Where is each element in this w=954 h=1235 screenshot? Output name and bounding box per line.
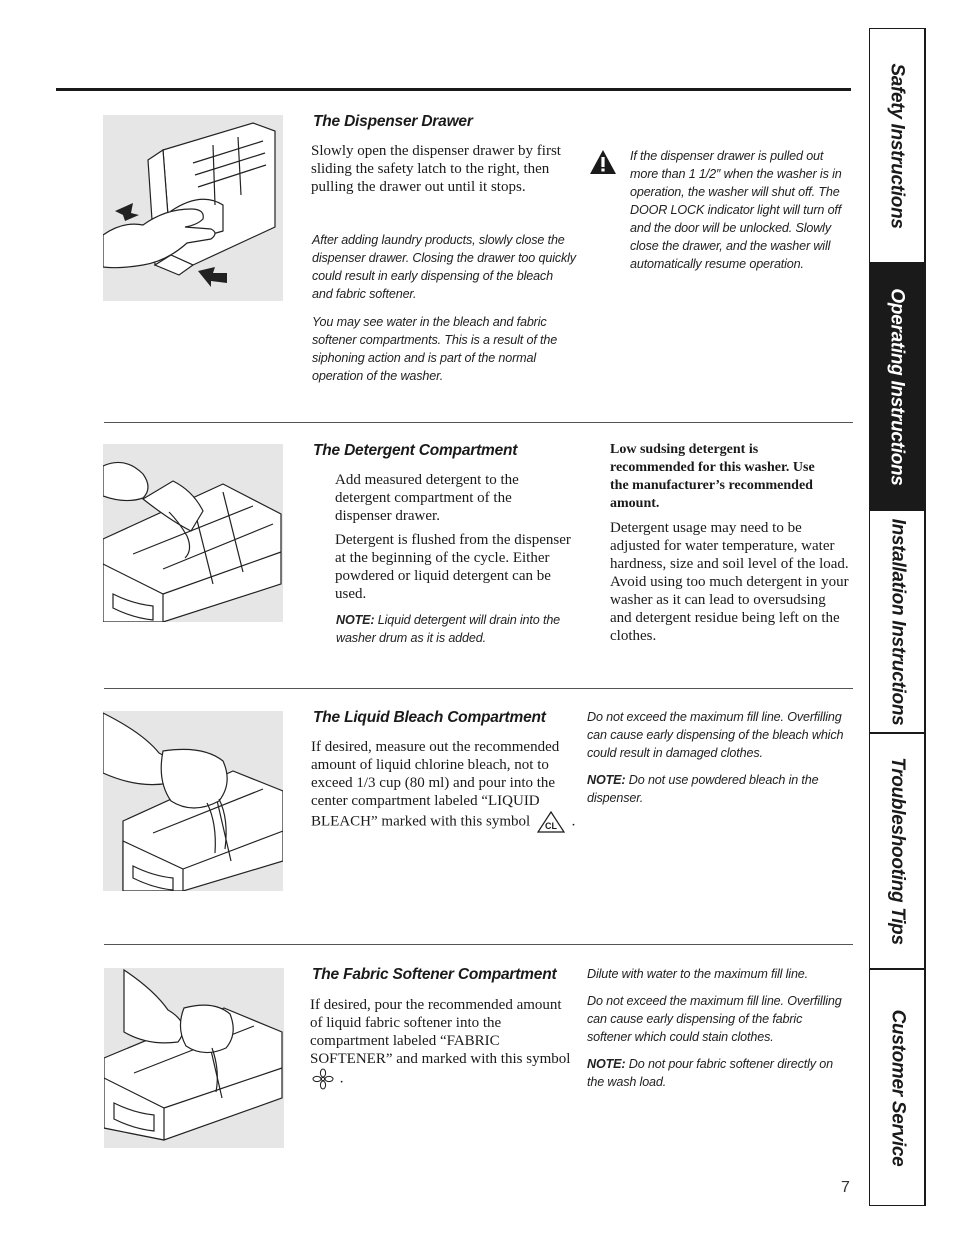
section-divider [104,688,853,689]
softener-fill-warning: Do not exceed the maximum fill line. Overfilling can cause early dispensing of the fabric softener which could stain clothes. [587,994,842,1044]
section-divider [104,944,853,945]
detergent-heading: The Detergent Compartment [313,442,518,459]
tab-safety-instructions[interactable] [870,29,924,264]
tab-customer-service[interactable] [870,970,924,1205]
dispenser-heading: The Dispenser Drawer [313,113,473,130]
softener-body-text: If desired, pour the recommended amount of liquid fabric softener into the compartment labeled “FABRIC SOFTENER” and marked with this symbol [310,997,571,1067]
bleach-body-text: If desired, measure out the recommended amount of liquid chlorine bleach, not to exceed 1/3 cup (80 ml) and pour into the center compartment labeled “LIQUID BLEACH” marked with this symbol [311,739,560,830]
note-label: NOTE: [336,613,375,627]
detergent-note-text: Liquid detergent will drain into the washer drum as it is added. [336,613,561,645]
detergent-note [336,611,582,647]
dispenser-warning-text: If the dispenser drawer is pulled out more than 1 1/2″ when the washer is in operation, the washer will shut off. The DOOR LOCK indicator light will turn off and the door will be unlocked. Slowly close the drawer, and the washer will automatically resume operation. [630,149,842,271]
top-rule [56,88,851,91]
dispenser-note-water: You may see water in the bleach and fabric softener compartments. This is a result of the siphoning action and is part of the normal operation of the washer. [312,315,558,383]
detergent-body-2: Detergent is flushed from the dispenser at the beginning of the cycle. Either powdered or liquid detergent can be used. [335,532,571,602]
bleach-fill-warning: Do not exceed the maximum fill line. Overfilling can cause early dispensing of the bleach which could result in damaged clothes. [587,710,844,760]
softener-dilute: Dilute with water to the maximum fill line. [587,967,809,981]
softener-note [587,1055,853,1091]
bleach-symbol-text: CL [544,821,557,831]
dispenser-body: Slowly open the dispenser drawer by first sliding the safety latch to the right, then pulling the drawer out until it stops. [311,143,561,195]
bleach-note-text: Do not use powdered bleach in the dispenser. [587,773,819,805]
tab-operating-instructions[interactable] [870,264,924,511]
bleach-body [311,738,577,834]
liquid-bleach-illustration [103,711,283,891]
softener-body [310,996,572,1090]
tab-troubleshooting-tips[interactable] [870,734,924,970]
note-label: NOTE: [587,1057,626,1071]
bleach-heading: The Liquid Bleach Compartment [313,709,546,726]
chlorine-bleach-symbol-icon [536,810,566,834]
detergent-recommendation: Low sudsing detergent is recommended for this washer. Use the manufacturer’s recommended amount. [610,442,815,511]
dispenser-drawer-illustration [103,115,283,301]
dispenser-note-close: After adding laundry products, slowly close the dispenser drawer. Closing the drawer too quickly could result in early dispensing of the bleach and fabric softener. [312,233,576,301]
section-tabs [869,28,926,1206]
tab-label: Troubleshooting Tips [887,757,908,945]
detergent-body-1: Add measured detergent to the detergent compartment of the dispenser drawer. [335,472,519,524]
softener-note-text: Do not pour fabric softener directly on the wash load. [587,1057,833,1089]
fabric-softener-illustration [104,968,284,1148]
fabric-softener-flower-icon [312,1068,334,1090]
note-label: NOTE: [587,773,626,787]
tab-label: Installation Instructions [887,518,908,725]
warning-triangle-icon [589,148,617,176]
tab-installation-instructions[interactable] [870,511,924,734]
page-number: 7 [841,1179,850,1196]
tab-label: Safety Instructions [887,62,908,229]
tab-label: Operating Instructions [887,287,909,486]
detergent-usage-text: Detergent usage may need to be adjusted for water temperature, water hardness, size and soil level of the load. Avoid using too much detergent in your washer as it can lead to oversudsing and detergent residue being left on the clothes. [610,520,849,644]
section-divider [104,422,853,423]
softener-heading: The Fabric Softener Compartment [312,966,557,983]
bleach-note [587,771,847,807]
detergent-illustration [103,444,283,622]
softener-body-end: . [339,1070,344,1087]
bleach-body-end: . [571,813,576,830]
tab-label: Customer Service [887,1009,908,1166]
